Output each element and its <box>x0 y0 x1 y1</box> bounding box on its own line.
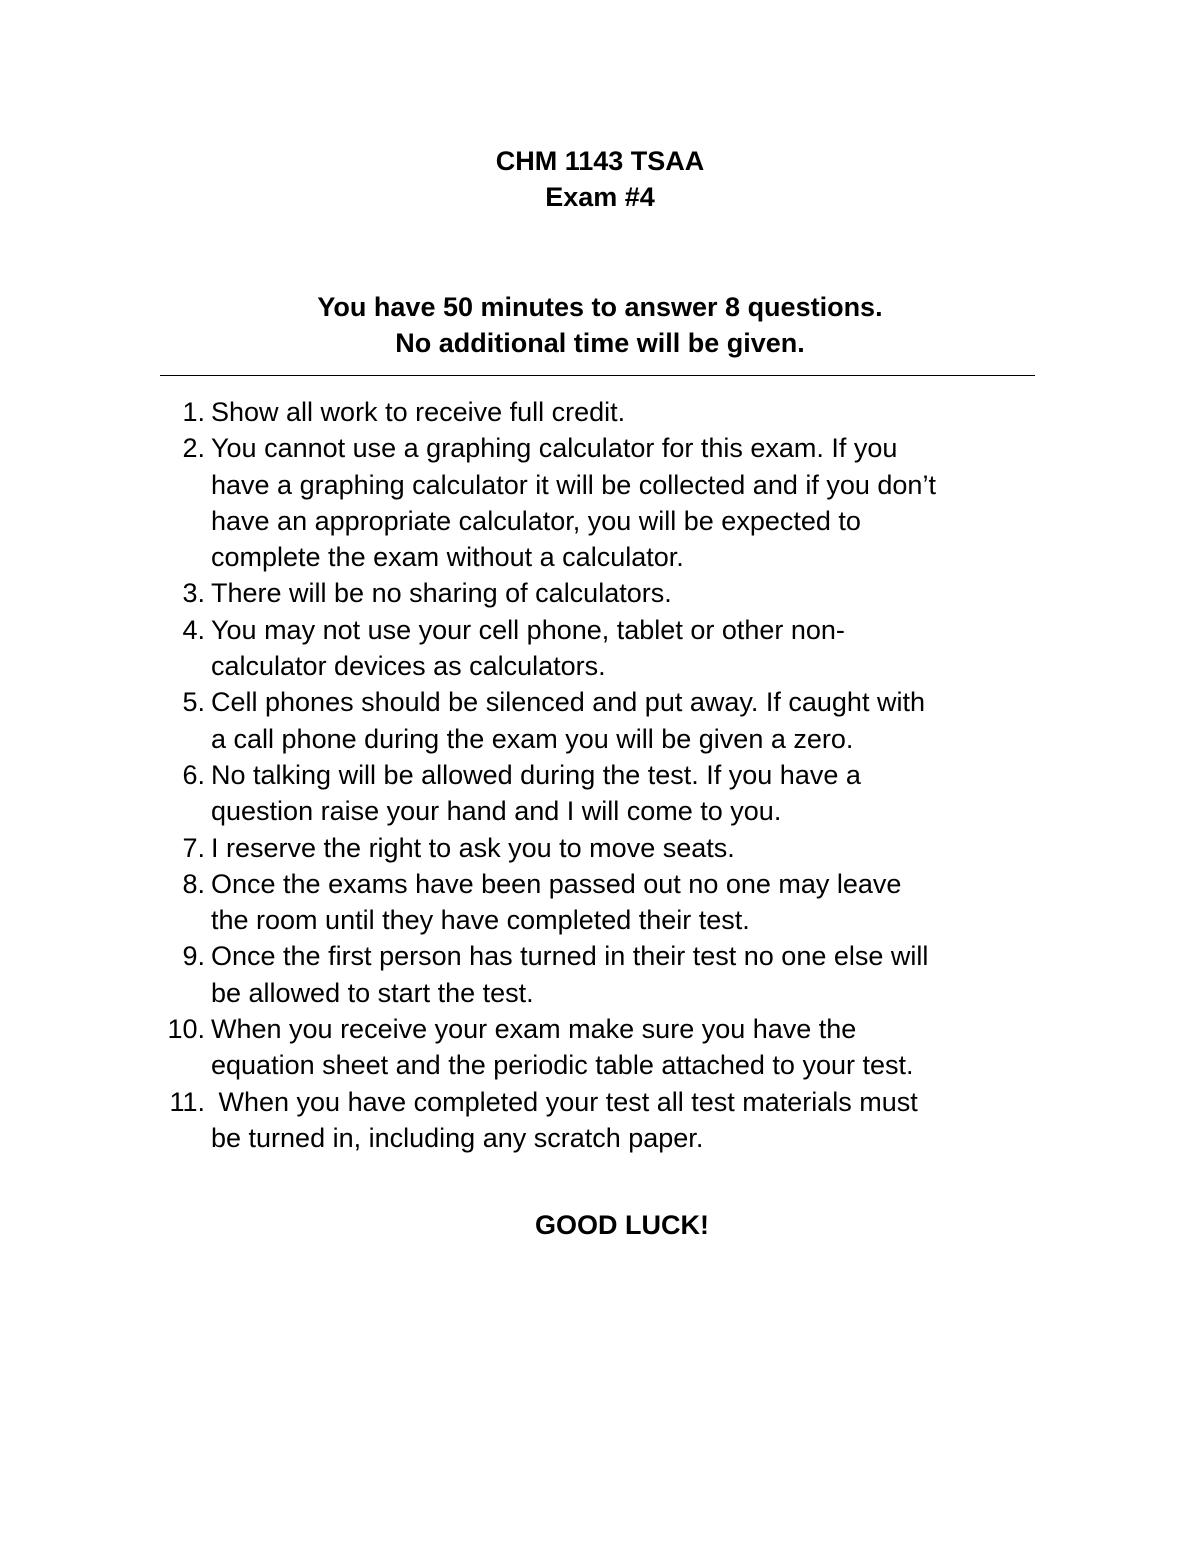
instruction-line: When you have completed your test all test materials must <box>211 1086 918 1117</box>
instruction-item <box>0 757 1200 830</box>
instruction-number: 4. <box>182 614 205 645</box>
exam-title: Exam #4 <box>545 182 655 212</box>
instruction-text <box>211 866 1091 939</box>
instruction-item <box>0 684 1200 757</box>
time-notice-followup: No additional time will be given. <box>395 328 805 358</box>
instruction-text <box>211 394 1091 430</box>
instruction-number: 5. <box>182 687 205 718</box>
course-title: CHM 1143 TSAA <box>495 146 705 176</box>
instruction-line: have an appropriate calculator, you will be expected to <box>211 505 861 536</box>
instruction-item <box>0 1011 1200 1084</box>
instruction-text <box>211 684 1091 757</box>
instruction-number: 1. <box>182 397 205 427</box>
instruction-text <box>211 612 1091 685</box>
instruction-item <box>0 575 1200 611</box>
instruction-text <box>211 938 1091 1011</box>
instruction-number: 10. <box>167 1014 205 1045</box>
instruction-line: equation sheet and the periodic table attached to your test. <box>211 1050 914 1081</box>
instruction-number: 2. <box>182 433 205 464</box>
instruction-item <box>0 938 1200 1011</box>
instruction-line: I reserve the right to ask you to move seats. <box>211 832 735 863</box>
instruction-line: No talking will be allowed during the test. If you have a <box>211 759 861 790</box>
instruction-item <box>0 430 1200 575</box>
instruction-number: 3. <box>182 578 205 609</box>
instruction-line: Once the first person has turned in their test no one else will <box>211 941 929 972</box>
instruction-item <box>0 394 1200 430</box>
instruction-text <box>211 1084 1091 1157</box>
instruction-line: complete the exam without a calculator. <box>211 542 684 573</box>
instruction-number: 11. <box>169 1086 205 1117</box>
instruction-number: 6. <box>182 759 205 790</box>
instruction-line: be allowed to start the test. <box>211 977 534 1008</box>
instruction-line: You cannot use a graphing calculator for this exam. If you <box>211 433 898 464</box>
instruction-number: 8. <box>182 868 205 899</box>
instruction-line: There will be no sharing of calculators. <box>211 578 672 609</box>
instruction-line: Once the exams have been passed out no one may leave <box>211 868 902 899</box>
instruction-item <box>0 830 1200 866</box>
instruction-item <box>0 866 1200 939</box>
instruction-line: You may not use your cell phone, tablet or other non- <box>211 614 845 645</box>
instruction-text <box>211 1011 1091 1084</box>
closing-message: GOOD LUCK! <box>535 1210 709 1240</box>
instructions-list <box>0 394 1200 1156</box>
instruction-line: a call phone during the exam you will be given a zero. <box>211 723 854 754</box>
instruction-line: calculator devices as calculators. <box>211 651 606 682</box>
instruction-item <box>0 1084 1200 1157</box>
instruction-text <box>211 757 1091 830</box>
instruction-text <box>211 575 1091 611</box>
instruction-line: question raise your hand and I will come to you. <box>211 796 782 827</box>
instruction-line: the room until they have completed their test. <box>211 905 750 936</box>
instruction-line: Cell phones should be silenced and put away. If caught with <box>211 687 925 718</box>
instruction-line: Show all work to receive full credit. <box>211 397 626 427</box>
instruction-number: 9. <box>182 941 205 972</box>
instruction-line: be turned in, including any scratch paper. <box>211 1122 704 1153</box>
time-notice: You have 50 minutes to answer 8 questions. <box>317 292 883 322</box>
instruction-text <box>211 430 1091 575</box>
divider-line <box>160 375 1035 376</box>
instruction-item <box>0 612 1200 685</box>
instruction-line: When you receive your exam make sure you have the <box>211 1014 857 1045</box>
instruction-number: 7. <box>182 832 205 863</box>
instruction-text <box>211 830 1091 866</box>
instruction-line: have a graphing calculator it will be collected and if you don’t <box>211 469 936 500</box>
